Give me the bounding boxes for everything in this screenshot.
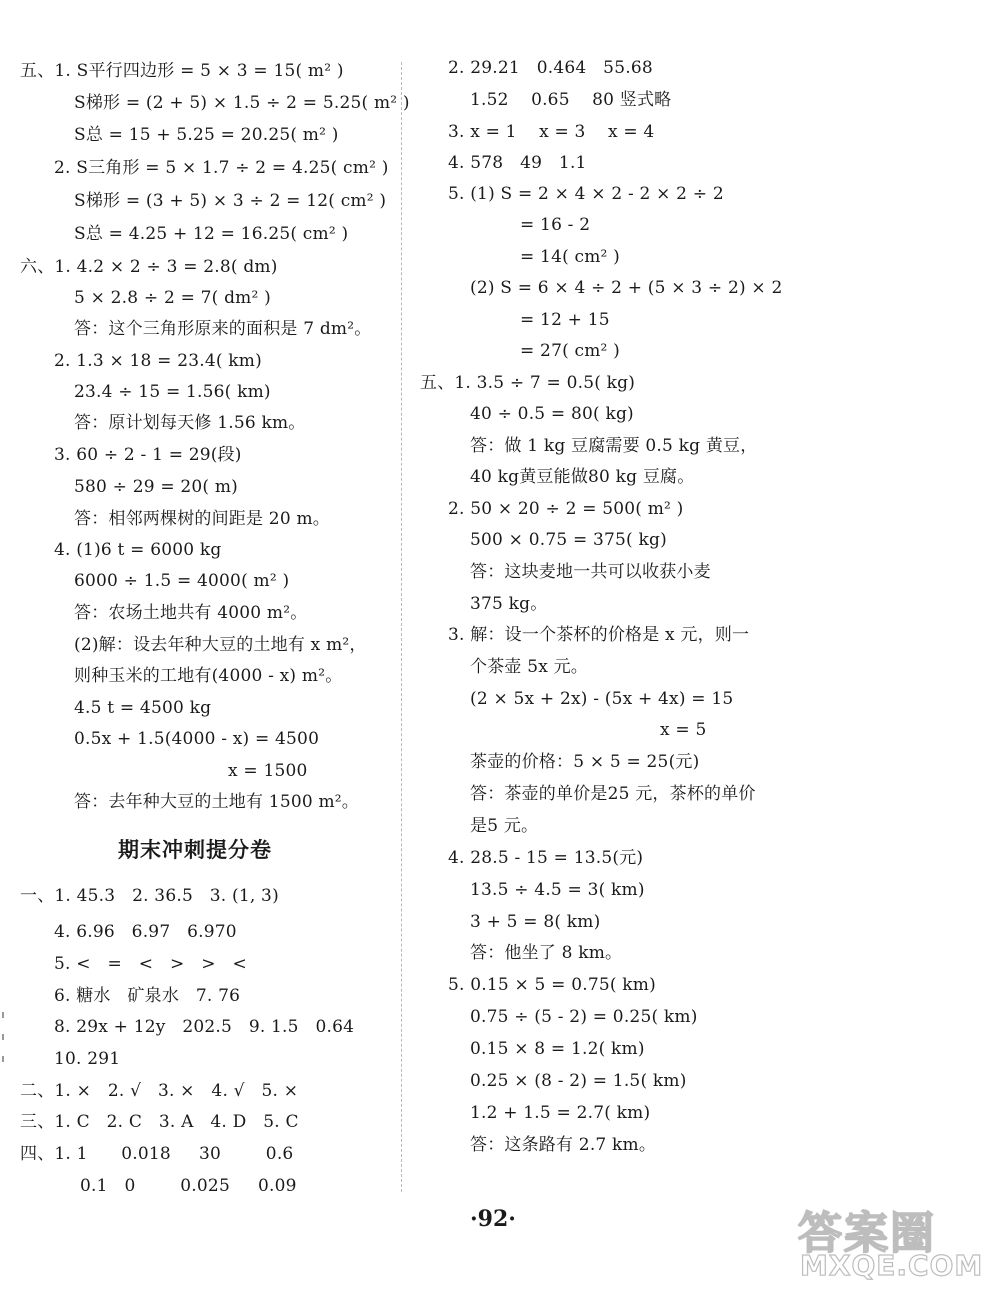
text-line: 2. 29.21 0.464 55.68 bbox=[448, 58, 653, 78]
text-line: 4. 6.96 6.97 6.970 bbox=[54, 922, 237, 942]
text-line: 答：这块麦地一共可以收获小麦 bbox=[470, 562, 711, 582]
text-line: = 27( cm² ) bbox=[520, 341, 621, 361]
text-line: 2. S三角形 = 5 × 1.7 ÷ 2 = 4.25( cm² ) bbox=[54, 158, 389, 178]
text-line: 2. 1.3 × 18 = 23.4( km) bbox=[54, 351, 262, 371]
text-line: 3. 60 ÷ 2 - 1 = 29(段) bbox=[54, 445, 242, 465]
text-line: 答：去年种大豆的土地有 1500 m²。 bbox=[74, 792, 360, 812]
text-line: 0.25 × (8 - 2) = 1.5( km) bbox=[470, 1071, 687, 1091]
text-line: S梯形 = (3 + 5) × 3 ÷ 2 = 12( cm² ) bbox=[74, 191, 387, 211]
text-line: 23.4 ÷ 15 = 1.56( km) bbox=[74, 382, 271, 402]
watermark-logo bbox=[798, 1197, 988, 1281]
text-line: S梯形 = (2 + 5) × 1.5 ÷ 2 = 5.25( m² ) bbox=[74, 93, 410, 113]
column-divider bbox=[401, 62, 402, 1192]
text-line: (2) S = 6 × 4 ÷ 2 + (5 × 3 ÷ 2) × 2 bbox=[470, 278, 783, 298]
text-line: 答：这条路有 2.7 km。 bbox=[470, 1135, 657, 1155]
text-line: 1.2 + 1.5 = 2.7( km) bbox=[470, 1103, 651, 1123]
text-line: 10. 291 bbox=[54, 1049, 121, 1069]
text-line: 答：农场土地共有 4000 m²。 bbox=[74, 603, 308, 623]
text-line: 六、1. 4.2 × 2 ÷ 3 = 2.8( dm) bbox=[20, 257, 278, 277]
text-line: 0.1 0 0.025 0.09 bbox=[80, 1176, 297, 1196]
text-line: 答：这个三角形原来的面积是 7 dm²。 bbox=[74, 319, 372, 339]
text-line: 0.15 × 8 = 1.2( km) bbox=[470, 1039, 645, 1059]
text-line: 375 kg。 bbox=[470, 594, 548, 614]
text-line: 五、1. 3.5 ÷ 7 = 0.5( kg) bbox=[420, 373, 636, 393]
text-line: 3 + 5 = 8( km) bbox=[470, 912, 601, 932]
text-line: 一、1. 45.3 2. 36.5 3. (1, 3) bbox=[20, 886, 279, 906]
text-line: 1.52 0.65 80 竖式略 bbox=[470, 90, 672, 110]
text-line: 6. 糖水 矿泉水 7. 76 bbox=[54, 986, 241, 1006]
text-line: = 16 - 2 bbox=[520, 215, 591, 235]
text-line: 5. < = < > > < bbox=[54, 954, 247, 974]
text-line: = 12 + 15 bbox=[520, 310, 610, 330]
text-line: 则种玉米的工地有(4000 - x) m²。 bbox=[74, 666, 343, 686]
text-line: 0.5x + 1.5(4000 - x) = 4500 bbox=[74, 729, 320, 749]
text-line: 三、1. C 2. C 3. A 4. D 5. C bbox=[20, 1112, 299, 1132]
page-number: ·92· bbox=[470, 1206, 516, 1232]
text-line: 茶壶的价格：5 × 5 = 25(元) bbox=[470, 752, 700, 772]
text-line: 0.75 ÷ (5 - 2) = 0.25( km) bbox=[470, 1007, 698, 1027]
text-line: 5 × 2.8 ÷ 2 = 7( dm² ) bbox=[74, 288, 271, 308]
text-line: 4. (1)6 t = 6000 kg bbox=[54, 540, 222, 560]
binding-marks bbox=[2, 1012, 6, 1072]
text-line: x = 5 bbox=[660, 720, 707, 740]
text-line: 3. x = 1 x = 3 x = 4 bbox=[448, 122, 655, 142]
text-line: 3. 解：设一个茶杯的价格是 x 元，则一 bbox=[448, 625, 750, 645]
text-line: 二、1. × 2. √ 3. × 4. √ 5. × bbox=[20, 1081, 299, 1101]
text-line: 答：相邻两棵树的间距是 20 m。 bbox=[74, 509, 330, 529]
section-title: 期末冲刺提分卷 bbox=[118, 838, 272, 862]
text-line: 4. 28.5 - 15 = 13.5(元) bbox=[448, 848, 644, 868]
text-line: (2)解：设去年种大豆的土地有 x m²， bbox=[74, 635, 367, 655]
text-line: 4. 578 49 1.1 bbox=[448, 153, 587, 173]
text-line: 2. 50 × 20 ÷ 2 = 500( m² ) bbox=[448, 499, 684, 519]
text-line: 580 ÷ 29 = 20( m) bbox=[74, 477, 239, 497]
text-line: 5. 0.15 × 5 = 0.75( km) bbox=[448, 975, 656, 995]
text-line: = 14( cm² ) bbox=[520, 247, 621, 267]
text-line: 五、1. S平行四边形 = 5 × 3 = 15( m² ) bbox=[20, 61, 344, 81]
text-line: 答：原计划每天修 1.56 km。 bbox=[74, 413, 306, 433]
text-line: 13.5 ÷ 4.5 = 3( km) bbox=[470, 880, 645, 900]
watermark-text: 答案圈 bbox=[798, 1208, 936, 1259]
text-line: 答：做 1 kg 豆腐需要 0.5 kg 黄豆， bbox=[470, 436, 758, 456]
text-line: 5. (1) S = 2 × 4 × 2 - 2 × 2 ÷ 2 bbox=[448, 184, 724, 204]
text-line: 40 ÷ 0.5 = 80( kg) bbox=[470, 404, 634, 424]
text-line: 是5 元。 bbox=[470, 816, 539, 836]
text-line: 8. 29x + 12y 202.5 9. 1.5 0.64 bbox=[54, 1017, 355, 1037]
text-line: (2 × 5x + 2x) - (5x + 4x) = 15 bbox=[470, 689, 734, 709]
text-line: x = 1500 bbox=[228, 761, 308, 781]
text-line: 答：茶壶的单价是25 元，茶杯的单价 bbox=[470, 784, 756, 804]
watermark-url: MXQE.COM bbox=[800, 1249, 984, 1282]
text-line: 500 × 0.75 = 375( kg) bbox=[470, 530, 667, 550]
text-line: 四、1. 1 0.018 30 0.6 bbox=[20, 1144, 294, 1164]
text-line: 40 kg黄豆能做80 kg 豆腐。 bbox=[470, 467, 695, 487]
text-line: S总 = 4.25 + 12 = 16.25( cm² ) bbox=[74, 224, 349, 244]
text-line: S总 = 15 + 5.25 = 20.25( m² ) bbox=[74, 125, 339, 145]
text-line: 个茶壶 5x 元。 bbox=[470, 657, 589, 677]
text-line: 4.5 t = 4500 kg bbox=[74, 698, 212, 718]
text-line: 答：他坐了 8 km。 bbox=[470, 943, 623, 963]
text-line: 6000 ÷ 1.5 = 4000( m² ) bbox=[74, 571, 290, 591]
